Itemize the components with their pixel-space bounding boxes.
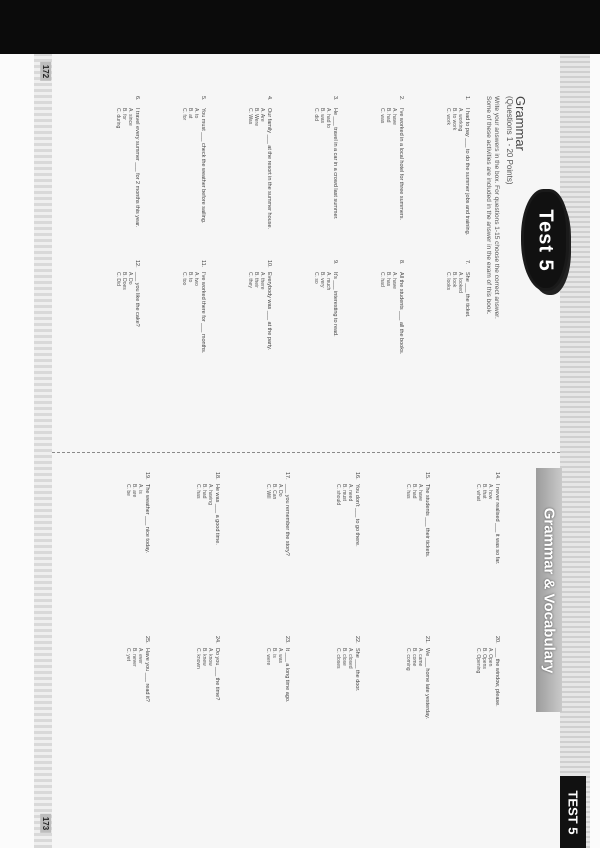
question-number: 20.: [494, 636, 500, 644]
answer-option: C. known: [195, 648, 201, 669]
question-number: 16.: [354, 472, 360, 480]
answer-option: A. having: [207, 484, 213, 505]
section-heading: Grammar: [513, 96, 528, 151]
page-fold-line: [52, 452, 560, 455]
question-number: 25.: [144, 636, 150, 644]
answer-option: B. are: [131, 484, 137, 498]
question-number: 18.: [214, 472, 220, 480]
test-tab: [560, 776, 586, 848]
question-number: 6.: [134, 96, 140, 101]
scanner-top-bar: [0, 0, 600, 54]
answer-option: B. at: [187, 108, 193, 119]
question-text: He ___ travel in a car in a crowd last summer.: [332, 108, 338, 220]
right-edge-shading: [560, 54, 590, 848]
question-text: ___ the window, please.: [494, 648, 500, 707]
answer-option: B. to: [187, 272, 193, 283]
answer-option: C. yet: [125, 648, 131, 662]
instructions-line-1: Write your answers in the box. For questions 1-15 choose the correct answer.: [493, 96, 500, 319]
page-number-left: 172: [40, 62, 51, 81]
answer-option: B. to work: [451, 108, 457, 131]
answer-option: B. had: [201, 484, 207, 499]
answer-option: A. Do: [277, 484, 283, 497]
question-number: 11.: [200, 260, 206, 268]
question-text: We ___ home late yesterday.: [424, 648, 430, 720]
answer-option: C. Was: [247, 108, 253, 125]
answer-option: A. have: [417, 484, 423, 501]
question-number: 17.: [284, 472, 290, 480]
answer-option: C. has: [195, 484, 201, 499]
test-tab-label: TEST 5: [565, 789, 581, 835]
answer-option: B. that: [481, 484, 487, 499]
answer-option: C. looks: [445, 272, 451, 291]
question-text: He was ___ a good time.: [214, 484, 220, 545]
answer-option: B. had: [385, 108, 391, 123]
question-number: 5.: [200, 96, 206, 101]
question-number: 2.: [398, 96, 404, 101]
answer-option: B. Can: [271, 484, 277, 500]
answer-option: B. Opens: [481, 648, 487, 669]
question-text: It ___ a long time ago.: [284, 648, 290, 703]
question-text: Our family ___ at the resort in the summer house.: [266, 108, 272, 230]
answer-option: C. did: [313, 108, 319, 122]
answer-option: B. come: [411, 648, 417, 667]
answer-option: C. were: [265, 648, 271, 666]
answer-option: B. Does: [121, 272, 127, 290]
question-text: The students ___ their tickets.: [424, 484, 430, 558]
question-text: I've worked there for ___ months.: [200, 272, 206, 354]
question-number: 24.: [214, 636, 220, 644]
answer-option: B. for: [121, 108, 127, 120]
answer-option: A. came: [417, 648, 423, 667]
question-text: The weather ___ nice today.: [144, 484, 150, 553]
answer-option: C. be: [125, 484, 131, 496]
question-text: She ___ the ticket.: [464, 272, 470, 318]
answer-option: B. has: [385, 272, 391, 287]
question-number: 12.: [134, 260, 140, 268]
question-text: ___ you like the cake?: [134, 272, 140, 327]
answer-option: B. look: [451, 272, 457, 288]
question-text: You must ___ check the weather before sailing.: [200, 108, 206, 224]
answer-option: C. for: [181, 108, 187, 121]
answer-option: B. never: [131, 648, 137, 667]
question-number: 4.: [266, 96, 272, 101]
answer-option: A. Open: [487, 648, 493, 667]
answer-option: C. they: [247, 272, 253, 288]
question-text: Do you ___ the time?: [214, 648, 220, 701]
answer-option: B. was: [319, 108, 325, 124]
question-text: I had to pay ___ to do the summer jobs and training.: [464, 108, 470, 236]
answer-option: B. is: [271, 648, 277, 658]
question-number: 7.: [464, 260, 470, 265]
question-text: She ___ the door.: [354, 648, 360, 692]
answer-option: A. to: [193, 108, 199, 119]
answer-option: A. have: [391, 272, 397, 289]
question-text: ___ you remember the story?: [284, 484, 290, 556]
question-text: All the students ___ all the books.: [398, 272, 404, 355]
page-edge-shading: [34, 54, 52, 848]
answer-option: A. much: [325, 272, 331, 291]
question-number: 10.: [266, 260, 272, 268]
question-number: 21.: [424, 636, 430, 644]
section-subheading: (Questions 1 - 20 Points): [505, 96, 514, 185]
answer-option: B. had: [411, 484, 417, 499]
answer-option: C. Did: [115, 272, 121, 286]
answer-option: C. has: [405, 484, 411, 499]
question-number: 3.: [332, 96, 338, 101]
answer-option: A. looked: [457, 272, 463, 293]
answer-option: C. was: [379, 108, 385, 124]
answer-option: C. Will: [265, 484, 271, 499]
answer-option: C. closes: [335, 648, 341, 669]
answer-option: A. there: [259, 272, 265, 290]
section-title-text: Grammar & Vocabulary: [540, 507, 558, 673]
answer-option: A. had to: [325, 108, 331, 129]
question-number: 15.: [424, 472, 430, 480]
question-text: You don't ___ to go there.: [354, 484, 360, 547]
answer-option: A. was: [277, 648, 283, 664]
test-title-banner: [524, 192, 566, 288]
answer-option: A. how: [487, 484, 493, 500]
answer-option: A. working: [457, 108, 463, 132]
question-number: 9.: [332, 260, 338, 265]
section-title-banner: [536, 468, 562, 712]
question-text: It's ___ interesting to read.: [332, 272, 338, 337]
question-number: 23.: [284, 636, 290, 644]
question-text: Have you ___ read it?: [144, 648, 150, 702]
answer-option: A. since: [127, 108, 133, 126]
question-text: I never realised ___ it was so far.: [494, 484, 500, 565]
answer-option: A. ever: [137, 648, 143, 664]
answer-option: A. Do: [127, 272, 133, 285]
answer-option: B. close: [341, 648, 347, 666]
answer-option: C. so: [313, 272, 319, 284]
answer-option: C. too: [181, 272, 187, 286]
answer-option: C. Opening: [475, 648, 481, 674]
question-text: I travel every summer ___ for 2 months this year.: [134, 108, 140, 228]
instructions-line-2: Some of these activities are included in the answer in the exam of this book.: [485, 96, 492, 315]
answer-option: B. knew: [201, 648, 207, 666]
answer-option: A. have: [391, 108, 397, 125]
answer-option: A. need: [347, 484, 353, 502]
test-title-text: Test 5: [534, 208, 557, 272]
question-number: 14.: [494, 472, 500, 480]
question-text: Everybody was ___ at the party.: [266, 272, 272, 351]
answer-option: C. work: [445, 108, 451, 125]
answer-option: C. during: [115, 108, 121, 129]
question-number: 1.: [464, 96, 470, 101]
answer-option: A. two: [193, 272, 199, 286]
answer-option: B. Were: [253, 108, 259, 126]
question-number: 19.: [144, 472, 150, 480]
answer-option: A. know: [207, 648, 213, 666]
answer-option: B. very: [319, 272, 325, 288]
answer-option: A. Are: [259, 108, 265, 122]
answer-option: C. what: [475, 484, 481, 501]
answer-option: C. had: [379, 272, 385, 287]
answer-option: C. should: [335, 484, 341, 506]
page-number-right: 173: [40, 814, 51, 833]
question-number: 22.: [354, 636, 360, 644]
answer-option: A. closed: [347, 648, 353, 669]
answer-option: B. must: [341, 484, 347, 501]
question-number: 8.: [398, 260, 404, 265]
question-text: I've worked in a local hotel for three summers.: [398, 108, 404, 221]
answer-option: A. is: [137, 484, 143, 494]
answer-option: C. coming: [405, 648, 411, 671]
answer-option: B. their: [253, 272, 259, 288]
